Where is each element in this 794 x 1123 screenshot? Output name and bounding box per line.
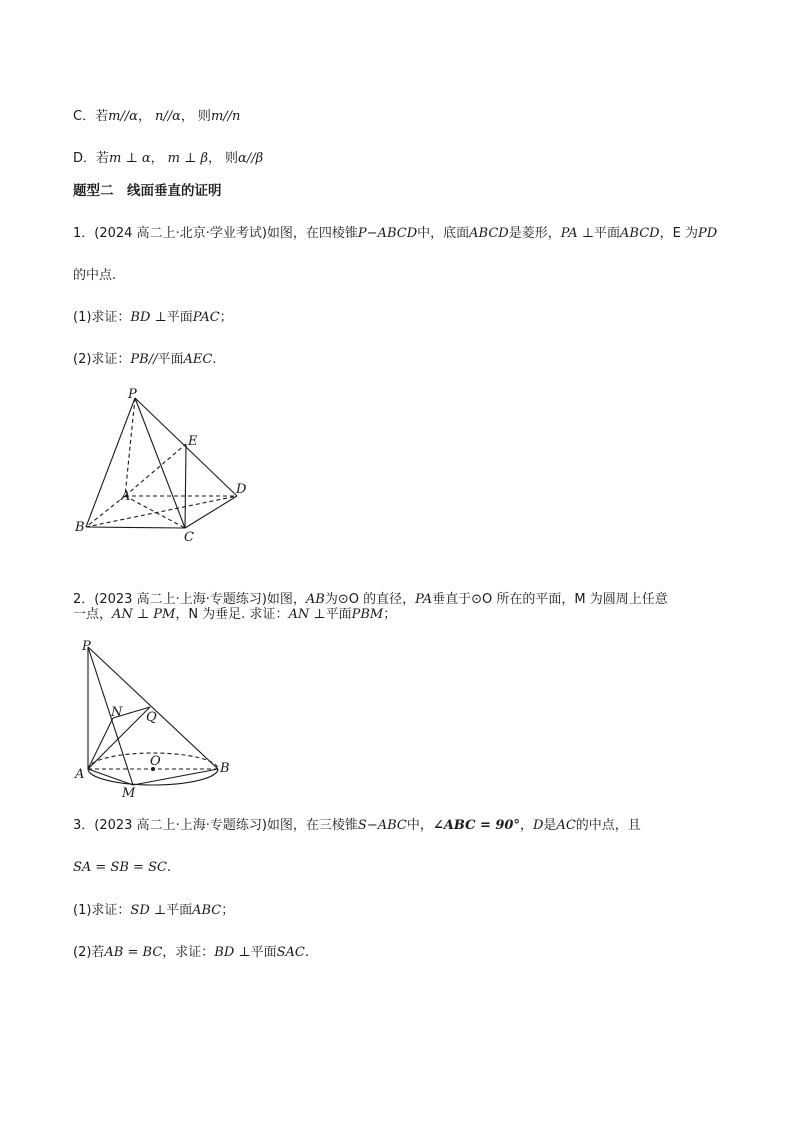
label-a: A [75,767,85,782]
option-d: D．若m ⊥ α， m ⊥ β， 则α//β [73,151,264,166]
label-p: P [128,387,137,402]
label-b: B [220,761,230,776]
edge-an [88,718,113,769]
label-c: C [184,530,194,545]
edge-am [88,769,133,785]
q3-stem-line1: 3．(2023 高二上·上海·专题练习)如图，在三棱锥S−ABC中，∠ABC = 90°，D是AC的中点，且 [73,818,641,833]
label-m: M [122,786,136,801]
q3-part2: (2)若AB = BC，求证：BD ⊥平面SAC. [73,945,310,960]
option-c: C．若m//α， n//α， 则m//n [73,109,241,124]
option-label: C． [73,109,96,124]
label-b: B [75,520,85,535]
option-label: D． [73,151,97,166]
q1-stem-line2: 的中点. [73,268,117,283]
q3-stem-line2: SA = SB = SC. [73,860,172,875]
label-p: P [82,639,91,654]
label-d: D [236,482,247,497]
label-a: A [121,489,131,504]
q1-part2: (2)求证：PB//平面AEC. [73,352,217,367]
q3-part1: (1)求证：SD ⊥平面ABC； [73,903,235,918]
circle-front-arc [88,769,218,785]
label-n: N [111,705,123,720]
q1-part1: (1)求证：BD ⊥平面PAC； [73,310,233,325]
label-o: O [150,754,161,769]
label-e: E [188,434,198,449]
section-heading: 题型二 线面垂直的证明 [73,183,222,199]
edge-mb [133,769,218,785]
q1-stem-line1: 1．(2024 高二上·北京·学业考试)如图，在四棱锥P−ABCD中，底面ABCD是菱形，PA ⊥平面ABCD，E 为PD [73,226,718,241]
label-q: Q [146,710,157,725]
q2-stem-line1: 2．(2023 高二上·上海·专题练习)如图，AB为⊙O 的直径，PA垂直于⊙O 所在的平面，M 为圆周上任意 [73,592,668,607]
q2-stem-line2: 一点，AN ⊥ PM，N 为垂足. 求证：AN ⊥平面PBM； [73,607,397,622]
